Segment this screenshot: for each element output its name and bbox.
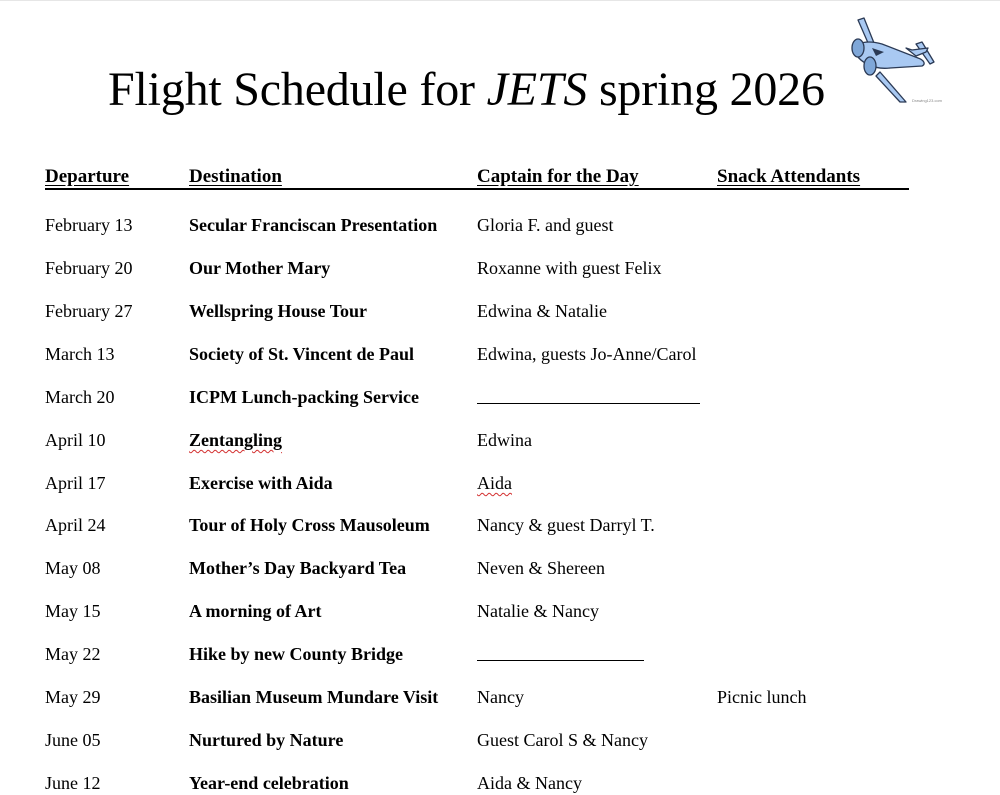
destination-cell: Wellspring House Tour bbox=[189, 301, 368, 321]
destination-cell: Secular Franciscan Presentation bbox=[189, 215, 438, 235]
departure-cell: May 08 bbox=[45, 558, 101, 578]
destination-cell: Our Mother Mary bbox=[189, 258, 331, 278]
title-emphasis: JETS bbox=[486, 63, 588, 116]
table-row bbox=[45, 771, 945, 795]
captain-cell: Gloria F. and guest bbox=[477, 215, 614, 235]
departure-cell: February 13 bbox=[45, 215, 133, 235]
table-row bbox=[45, 299, 945, 323]
destination-cell: A morning of Art bbox=[189, 601, 322, 621]
destination-cell: Society of St. Vincent de Paul bbox=[189, 344, 414, 364]
airplane-icon bbox=[846, 14, 946, 106]
title-text: Flight Schedule for bbox=[108, 63, 487, 116]
captain-cell: Edwina & Natalie bbox=[477, 301, 607, 321]
destination-cell: ICPM Lunch-packing Service bbox=[189, 387, 420, 407]
snack-attendants-cell: Picnic lunch bbox=[717, 687, 807, 707]
captain-cell: Aida bbox=[477, 473, 512, 493]
captain-cell: Nancy bbox=[477, 687, 524, 707]
captain-cell: Edwina bbox=[477, 430, 532, 450]
header-snack-attendants: Snack Attendants bbox=[717, 166, 861, 187]
destination-cell: Mother’s Day Backyard Tea bbox=[189, 558, 407, 578]
header-destination: Destination bbox=[189, 166, 282, 187]
captain-cell: Neven & Shereen bbox=[477, 558, 605, 578]
table-row bbox=[45, 513, 945, 537]
departure-cell: April 17 bbox=[45, 473, 106, 493]
page-title bbox=[108, 60, 825, 120]
departure-cell: March 13 bbox=[45, 344, 115, 364]
destination-cell: Tour of Holy Cross Mausoleum bbox=[189, 515, 430, 535]
header-captain: Captain for the Day bbox=[477, 166, 639, 187]
table-row bbox=[45, 385, 945, 409]
departure-cell: May 15 bbox=[45, 601, 101, 621]
table-row bbox=[45, 642, 945, 666]
destination-cell: Nurtured by Nature bbox=[189, 730, 344, 750]
table-row bbox=[45, 728, 945, 752]
blank-signup-line bbox=[477, 385, 700, 404]
captain-cell: Natalie & Nancy bbox=[477, 601, 599, 621]
departure-cell: May 29 bbox=[45, 687, 101, 707]
page-top-border bbox=[0, 0, 1000, 1]
destination-cell: Exercise with Aida bbox=[189, 473, 333, 493]
captain-cell: Aida & Nancy bbox=[477, 773, 582, 793]
departure-cell: June 05 bbox=[45, 730, 101, 750]
captain-cell: Edwina, guests Jo-Anne/Carol bbox=[477, 344, 697, 364]
captain-cell bbox=[477, 642, 644, 667]
departure-cell: April 10 bbox=[45, 430, 106, 450]
table-row bbox=[45, 599, 945, 623]
table-row bbox=[45, 685, 945, 709]
table-header bbox=[45, 164, 909, 190]
departure-cell: February 20 bbox=[45, 258, 133, 278]
captain-cell bbox=[477, 385, 700, 410]
destination-cell: Zentangling bbox=[189, 430, 283, 450]
title-text-end: spring 2026 bbox=[587, 63, 825, 116]
departure-cell: February 27 bbox=[45, 301, 133, 321]
destination-cell: Year-end celebration bbox=[189, 773, 349, 793]
table-row bbox=[45, 471, 945, 495]
departure-cell: April 24 bbox=[45, 515, 106, 535]
table-row bbox=[45, 256, 945, 280]
table-row bbox=[45, 342, 945, 366]
header-departure: Departure bbox=[45, 166, 130, 187]
blank-signup-line bbox=[477, 642, 644, 661]
table-row bbox=[45, 428, 945, 452]
destination-cell: Hike by new County Bridge bbox=[189, 644, 404, 664]
captain-cell: Guest Carol S & Nancy bbox=[477, 730, 648, 750]
table-row bbox=[45, 556, 945, 580]
captain-cell: Nancy & guest Darryl T. bbox=[477, 515, 655, 535]
departure-cell: May 22 bbox=[45, 644, 101, 664]
destination-cell: Basilian Museum Mundare Visit bbox=[189, 687, 439, 707]
captain-cell: Roxanne with guest Felix bbox=[477, 258, 662, 278]
image-credit: Drawing123.com bbox=[912, 98, 943, 103]
departure-cell: June 12 bbox=[45, 773, 101, 793]
departure-cell: March 20 bbox=[45, 387, 115, 407]
table-row bbox=[45, 213, 945, 237]
